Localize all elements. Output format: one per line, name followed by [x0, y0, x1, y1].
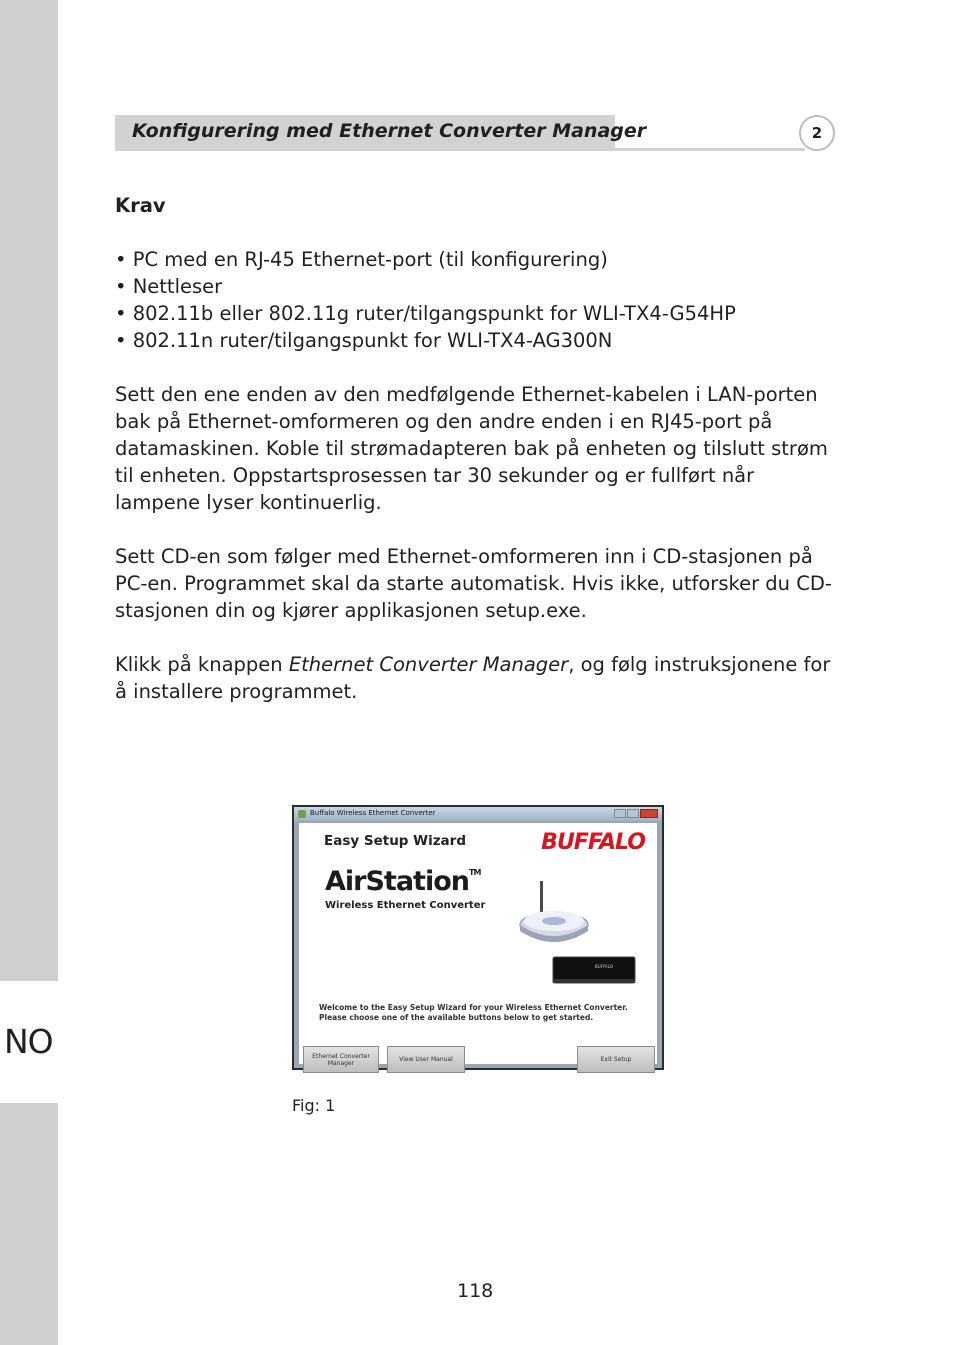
requirements-heading: Krav: [115, 194, 166, 217]
airstation-logo: [325, 866, 480, 897]
product-name: AirStation: [325, 866, 469, 897]
manager-name-emphasis: Ethernet Converter Manager: [288, 653, 569, 676]
list-item: • PC med en RJ-45 Ethernet-port (til konfigurering): [115, 248, 608, 271]
list-item: • 802.11n ruter/tilgangspunkt for WLI-TX4-AG300N: [115, 329, 613, 352]
side-tab-bottom: [0, 1103, 58, 1345]
trademark: TM: [468, 868, 481, 877]
product-subtitle: Wireless Ethernet Converter: [325, 900, 486, 911]
view-user-manual-button[interactable]: View User Manual: [387, 1046, 465, 1073]
list-item: • 802.11b eller 802.11g ruter/tilgangspunkt for WLI-TX4-G54HP: [115, 302, 736, 325]
app-icon: [298, 810, 306, 818]
requirements-list: [115, 246, 835, 354]
page-number: 118: [457, 1280, 494, 1302]
paragraph-install-end: , og følg instruksjonene for å installere programmet.: [115, 653, 831, 703]
setup-window: [294, 807, 662, 1068]
button-label: [312, 1053, 370, 1067]
paragraph-cable: Sett den ene enden av den medfølgende Ethernet-kabelen i LAN-porten bak på Ethernet-omformeren og den andre enden i en RJ45-port på datamaskinen. Koble til strømadapteren bak på enheten og tilslutt strøm til enheten. Oppstartsprosessen tar 30 sekunder og er fullført når lampene lyser kontinuerlig.: [115, 383, 828, 514]
access-point-illustration: [514, 875, 594, 950]
section-title: Konfigurering med Ethernet Converter Manager: [132, 120, 647, 142]
header-rule: [615, 148, 805, 151]
device-label: BUFFALO: [595, 964, 613, 969]
close-icon[interactable]: [640, 809, 658, 818]
figure-screenshot: [292, 805, 664, 1070]
converter-device-illustration: [551, 953, 637, 989]
side-tab-top: [0, 0, 58, 981]
button-label-line: Manager: [327, 1059, 355, 1067]
buffalo-logo: BUFFALO: [541, 830, 645, 855]
paragraph-install-start: Klikk på knappen: [115, 653, 289, 676]
window-title: Buffalo Wireless Ethernet Converter: [310, 809, 436, 817]
maximize-icon[interactable]: [627, 809, 639, 818]
wizard-panel: [299, 823, 657, 1067]
welcome-line: Please choose one of the available buttons below to get started.: [319, 1013, 594, 1022]
wizard-title: Easy Setup Wizard: [324, 833, 466, 849]
window-controls: [614, 809, 658, 818]
chapter-badge: 2: [799, 115, 835, 151]
exit-setup-button[interactable]: Exit Setup: [577, 1046, 655, 1073]
button-label-line: Ethernet Converter: [312, 1052, 370, 1060]
paragraph-install: [115, 651, 835, 705]
welcome-line: Welcome to the Easy Setup Wizard for your Wireless Ethernet Converter.: [319, 1003, 628, 1012]
figure-caption: Fig: 1: [292, 1096, 336, 1115]
ethernet-converter-manager-button[interactable]: [303, 1046, 379, 1073]
window-titlebar[interactable]: [294, 807, 662, 821]
minimize-icon[interactable]: [614, 809, 626, 818]
paragraph-cd: Sett CD-en som følger med Ethernet-omformeren inn i CD-stasjonen på PC-en. Programmet skal da starte automatisk. Hvis ikke, utforsker du CD-stasjonen din og kjører applikasjonen setup.exe.: [115, 545, 832, 622]
list-item: • Nettleser: [115, 275, 223, 298]
body-text: [115, 192, 835, 732]
welcome-text: [319, 1003, 649, 1023]
language-label: NO: [4, 1022, 53, 1061]
